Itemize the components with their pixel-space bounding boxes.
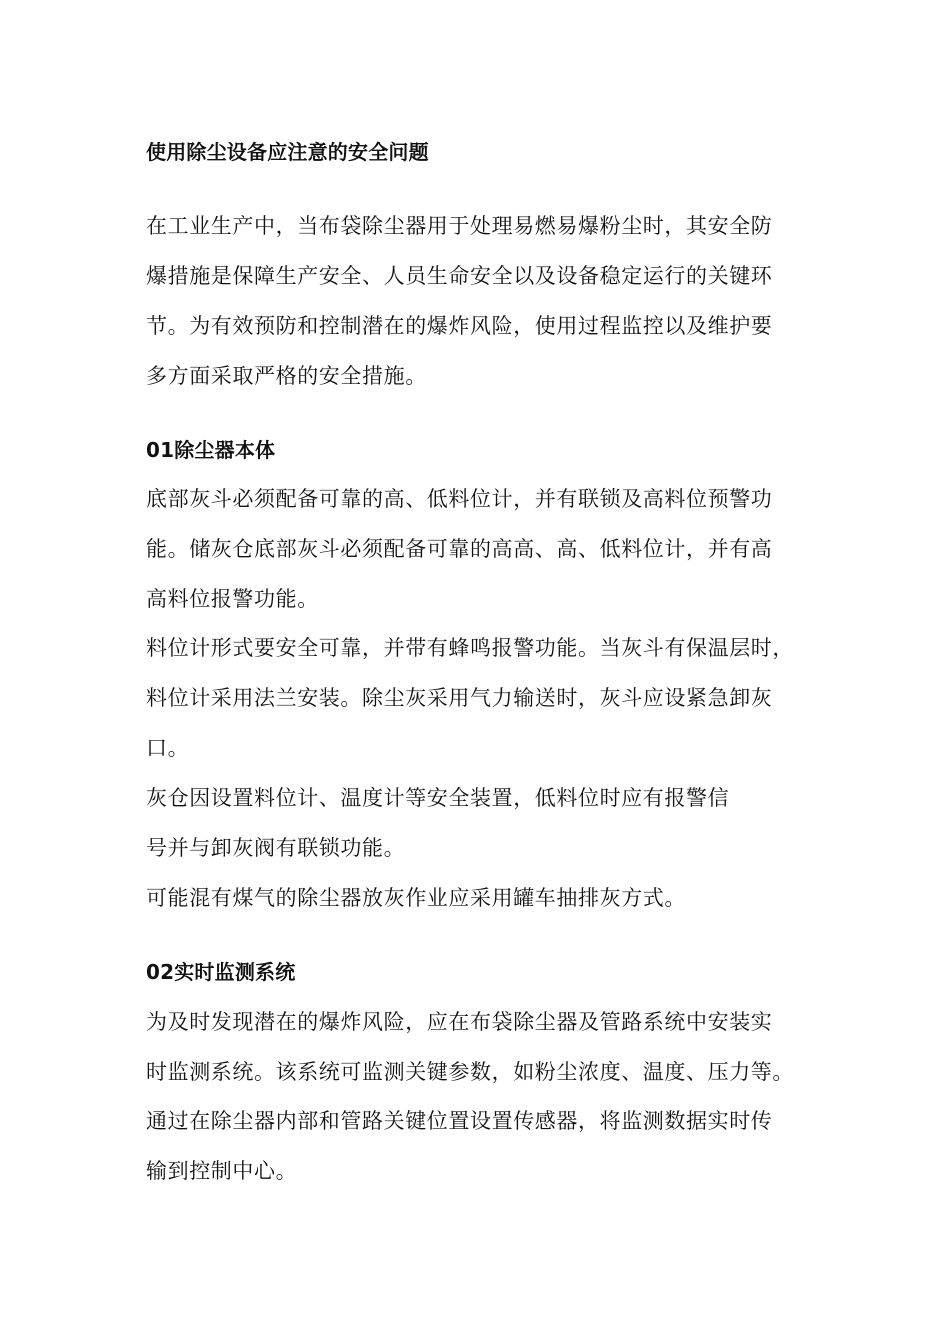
- section2-line: 输到控制中心。: [146, 1159, 298, 1183]
- section1-line: 料位计采用法兰安装。除尘灰采用气力输送时，灰斗应设紧急卸灰: [146, 686, 773, 710]
- intro-line: 在工业生产中，当布袋除尘器用于处理易燃易爆粉尘时，其安全防: [146, 214, 773, 238]
- section2-line: 时监测系统。该系统可监测关键参数，如粉尘浓度、温度、压力等。: [146, 1060, 794, 1084]
- section1-line: 口。: [146, 736, 190, 760]
- section1-line: 底部灰斗必须配备可靠的高、低料位计，并有联锁及高料位预警功: [146, 487, 773, 511]
- document-title: 使用除尘设备应注意的安全问题: [146, 140, 429, 164]
- section1-line: 号并与卸灰阀有联锁功能。: [146, 836, 406, 860]
- section1-line: 可能混有煤气的除尘器放灰作业应采用罐车抽排灰方式。: [146, 886, 686, 910]
- section1-line: 能。储灰仓底部灰斗必须配备可靠的高高、高、低料位计，并有高: [146, 537, 773, 561]
- section-heading: 02实时监测系统: [146, 960, 296, 984]
- section2-line: 通过在除尘器内部和管路关键位置设置传感器，将监测数据实时传: [146, 1109, 773, 1133]
- section1-line: 料位计形式要安全可靠，并带有蜂鸣报警功能。当灰斗有保温层时，: [146, 636, 794, 660]
- intro-line: 节。为有效预防和控制潜在的爆炸风险，使用过程监控以及维护要: [146, 314, 773, 338]
- intro-line: 多方面采取严格的安全措施。: [146, 364, 427, 388]
- section-heading: 01除尘器本体: [146, 438, 276, 462]
- section1-line: 灰仓因设置料位计、温度计等安全装置，低料位时应有报警信: [146, 786, 730, 810]
- intro-line: 爆措施是保障生产安全、人员生命安全以及设备稳定运行的关键环: [146, 264, 773, 288]
- section2-line: 为及时发现潜在的爆炸风险，应在布袋除尘器及管路系统中安装实: [146, 1010, 773, 1034]
- section1-line: 高料位报警功能。: [146, 587, 319, 611]
